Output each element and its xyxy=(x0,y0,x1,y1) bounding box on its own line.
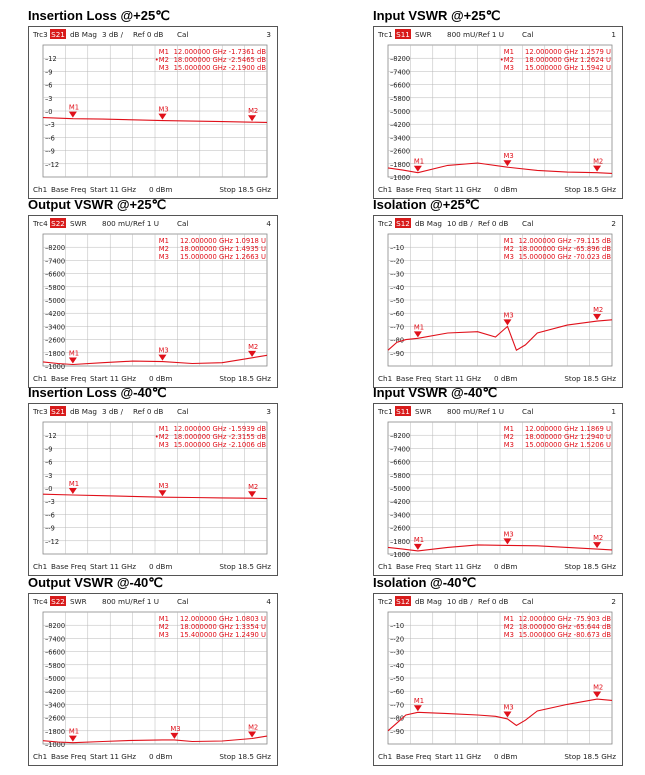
channel-label: Ch1 xyxy=(378,185,393,194)
chart-svg xyxy=(29,594,277,765)
chart-panel xyxy=(28,8,276,197)
base-freq-label: Base Freq xyxy=(396,562,432,571)
marker-tag: M2 xyxy=(248,723,259,732)
marker-triangle[interactable] xyxy=(503,711,511,717)
marker-readout-value: 15.000000 GHz 1.2663 U xyxy=(180,253,266,261)
marker-readout-name: M3 xyxy=(158,64,169,72)
marker-tag: M3 xyxy=(158,482,169,491)
trace-number: 3 xyxy=(266,407,271,416)
y-tick-label: –-20 xyxy=(390,257,405,266)
y-tick-label: –1800 xyxy=(390,537,411,546)
marker-triangle[interactable] xyxy=(248,351,256,357)
chart-svg xyxy=(29,216,277,387)
vna-screen xyxy=(28,215,278,388)
format-label: SWR xyxy=(70,597,87,606)
marker-readout-name: M1 xyxy=(158,615,169,623)
channel-label: Ch1 xyxy=(33,752,48,761)
y-tick-label: –5000 xyxy=(390,485,411,493)
y-tick-label: –4200 xyxy=(45,310,66,319)
y-tick-label: –-30 xyxy=(390,270,405,279)
base-freq-label: Base Freq xyxy=(51,752,87,761)
cal-label: Cal xyxy=(522,30,534,39)
y-tick-label: –1800 xyxy=(45,727,66,736)
y-tick-label: –6600 xyxy=(390,81,411,90)
parameter-label: S11 xyxy=(396,407,410,416)
y-tick-label: –-70 xyxy=(390,701,405,710)
y-tick-label: –6600 xyxy=(45,270,66,279)
ref-label: Ref 0 dB xyxy=(478,597,509,606)
y-tick-label: –6 xyxy=(45,81,53,90)
marker-triangle[interactable] xyxy=(593,542,601,548)
channel-label: Ch1 xyxy=(378,374,393,383)
marker-triangle[interactable] xyxy=(414,331,422,337)
chart-title: Insertion Loss @+25℃ xyxy=(28,8,170,23)
marker-tag: M1 xyxy=(68,349,80,358)
marker-readout-value: 12.000000 GHz -1.5939 dB xyxy=(173,425,266,433)
marker-triangle[interactable] xyxy=(248,491,256,497)
marker-readout-name: M2 xyxy=(503,433,514,441)
channel-label: Ch1 xyxy=(378,752,393,761)
parameter-label: S21 xyxy=(51,407,65,416)
marker-readout-value: 12.000000 GHz -1.7361 dB xyxy=(173,48,266,56)
power-label: 0 dBm xyxy=(494,374,518,383)
y-tick-label: –-12 xyxy=(45,160,60,169)
marker-readout-name: M3 xyxy=(503,441,514,449)
format-label: dB Mag xyxy=(415,597,442,606)
marker-readout-name: M2 xyxy=(503,245,514,253)
y-tick-label: –3400 xyxy=(45,323,66,332)
y-tick-label: –-10 xyxy=(390,244,405,253)
y-tick-label: –9 xyxy=(45,445,53,454)
ref-label: Ref 1 U xyxy=(478,407,505,416)
start-freq-label: Start 11 GHz xyxy=(435,752,482,761)
scale-label: 10 dB / xyxy=(447,597,473,606)
y-tick-label: –12 xyxy=(45,55,57,64)
y-tick-label: –3400 xyxy=(390,511,411,520)
scale-label: 800 mU/ xyxy=(102,219,133,228)
parameter-label: S22 xyxy=(51,597,65,606)
marker-triangle[interactable] xyxy=(69,112,77,118)
y-tick-label: –4200 xyxy=(390,498,411,507)
y-tick-label: –-90 xyxy=(390,349,405,358)
y-tick-label: –-80 xyxy=(390,714,405,723)
marker-triangle[interactable] xyxy=(158,114,166,120)
cal-label: Cal xyxy=(522,407,534,416)
ref-label: Ref 1 U xyxy=(478,30,505,39)
scale-label: 3 dB / xyxy=(102,407,124,416)
stop-freq-label: Stop 18.5 GHz xyxy=(564,185,616,194)
power-label: 0 dBm xyxy=(149,752,173,761)
start-freq-label: Start 11 GHz xyxy=(90,185,137,194)
marker-readout-name: M2 xyxy=(158,623,169,631)
y-tick-label: –-9 xyxy=(45,147,55,156)
marker-readout-value: 12.000000 GHz 1.1869 U xyxy=(525,425,611,433)
marker-readout-name: M3 xyxy=(503,631,514,639)
marker-readout-name: M2 xyxy=(158,245,169,253)
marker-tag: M1 xyxy=(68,727,80,736)
y-tick-label: –5000 xyxy=(45,675,66,683)
marker-tag: M3 xyxy=(158,346,169,355)
y-tick-label: –5800 xyxy=(390,94,411,103)
scale-label: 10 dB / xyxy=(447,219,473,228)
y-tick-label: –-50 xyxy=(390,297,405,305)
y-tick-label: –7400 xyxy=(390,68,411,77)
marker-readout-name: M3 xyxy=(158,253,169,261)
trace-label: Trc2 xyxy=(378,597,393,606)
y-tick-label: –6600 xyxy=(390,458,411,467)
parameter-label: S11 xyxy=(396,30,410,39)
marker-triangle[interactable] xyxy=(593,314,601,320)
y-tick-label: –1800 xyxy=(390,160,411,169)
marker-triangle[interactable] xyxy=(248,731,256,737)
parameter-label: S12 xyxy=(396,597,410,606)
y-tick-label: –9 xyxy=(45,68,53,77)
marker-readout-name: M2 xyxy=(503,623,514,631)
marker-tag: M1 xyxy=(413,697,425,706)
y-tick-label: –3400 xyxy=(45,701,66,710)
y-tick-label: –-90 xyxy=(390,727,405,736)
marker-tag: M1 xyxy=(413,535,425,544)
marker-readout-name: M1 xyxy=(503,615,514,623)
y-tick-label: –0 xyxy=(45,108,53,116)
marker-readout-value: 18.000000 GHz -65.896 dB xyxy=(518,245,611,253)
marker-readout-value: 12.000000 GHz 1.0803 U xyxy=(180,615,266,623)
power-label: 0 dBm xyxy=(494,185,518,194)
chart-title: Insertion Loss @-40℃ xyxy=(28,385,167,400)
marker-readout-value: 18.000000 GHz 1.2624 U xyxy=(525,56,611,64)
vna-screen xyxy=(373,403,623,576)
marker-triangle[interactable] xyxy=(248,115,256,121)
stop-freq-label: Stop 18.5 GHz xyxy=(219,185,271,194)
marker-triangle[interactable] xyxy=(593,692,601,698)
marker-readout-value: 18.000000 GHz -2.3155 dB xyxy=(173,433,266,441)
chart-panel xyxy=(28,575,276,764)
stop-freq-label: Stop 18.5 GHz xyxy=(219,752,271,761)
marker-triangle[interactable] xyxy=(69,736,77,742)
y-tick-label: –7400 xyxy=(45,257,66,266)
marker-tag: M2 xyxy=(248,483,259,492)
marker-readout-name: M1 xyxy=(158,237,169,245)
parameter-label: S21 xyxy=(51,30,65,39)
marker-tag: M2 xyxy=(248,342,259,351)
marker-tag: M2 xyxy=(593,157,604,166)
marker-tag: M1 xyxy=(68,480,80,489)
chart-svg xyxy=(374,404,622,575)
ref-label: Ref 1 U xyxy=(133,597,160,606)
marker-readout-value: 18.000000 GHz 1.4935 U xyxy=(180,245,266,253)
y-tick-label: –3 xyxy=(45,94,53,103)
marker-readout-value: 18.000000 GHz -65.644 dB xyxy=(518,623,611,631)
parameter-label: S22 xyxy=(51,219,65,228)
chart-svg xyxy=(29,404,277,575)
stop-freq-label: Stop 18.5 GHz xyxy=(564,374,616,383)
chart-title: Input VSWR @-40℃ xyxy=(373,385,498,400)
chart-svg xyxy=(374,216,622,387)
marker-readout-name: M1 xyxy=(503,237,514,245)
y-tick-label: –-6 xyxy=(45,511,55,520)
marker-readout-value: 18.000000 GHz 1.3354 U xyxy=(180,623,266,631)
base-freq-label: Base Freq xyxy=(51,374,87,383)
y-tick-label: –8200 xyxy=(390,432,411,441)
stop-freq-label: Stop 18.5 GHz xyxy=(564,752,616,761)
y-tick-label: –5000 xyxy=(45,297,66,305)
scale-label: 3 dB / xyxy=(102,30,124,39)
start-freq-label: Start 11 GHz xyxy=(435,185,482,194)
y-tick-label: –-60 xyxy=(390,310,405,319)
marker-readout-value: 18.000000 GHz -2.5465 dB xyxy=(173,56,266,64)
y-tick-label: –-9 xyxy=(45,524,55,533)
power-label: 0 dBm xyxy=(149,562,173,571)
trace-number: 4 xyxy=(266,219,271,228)
channel-label: Ch1 xyxy=(33,562,48,571)
trace-number: 3 xyxy=(266,30,271,39)
marker-tag: M3 xyxy=(503,152,514,161)
y-tick-label: –5800 xyxy=(45,661,66,670)
vna-screen xyxy=(28,403,278,576)
power-label: 0 dBm xyxy=(149,374,173,383)
stop-freq-label: Stop 18.5 GHz xyxy=(564,562,616,571)
y-tick-label: –-70 xyxy=(390,323,405,332)
marker-tag: M2 xyxy=(593,305,604,314)
trace-number: 1 xyxy=(611,30,616,39)
y-tick-label: –3 xyxy=(45,471,53,480)
vna-screen xyxy=(373,26,623,199)
format-label: dB Mag xyxy=(70,407,97,416)
y-tick-label: –-40 xyxy=(390,283,405,292)
marker-triangle[interactable] xyxy=(69,488,77,494)
chart-panel xyxy=(373,197,621,386)
start-freq-label: Start 11 GHz xyxy=(90,752,137,761)
cal-label: Cal xyxy=(522,597,534,606)
marker-triangle[interactable] xyxy=(414,544,422,550)
ref-label: Ref 1 U xyxy=(133,219,160,228)
marker-readout-value: 15.000000 GHz 1.5942 U xyxy=(525,64,611,72)
y-tick-label: –-40 xyxy=(390,661,405,670)
scale-label: 800 mU/ xyxy=(447,30,478,39)
base-freq-label: Base Freq xyxy=(396,185,432,194)
start-freq-label: Start 11 GHz xyxy=(90,374,137,383)
start-freq-label: Start 11 GHz xyxy=(90,562,137,571)
marker-readout-value: 15.000000 GHz -2.1006 dB xyxy=(173,441,266,449)
marker-triangle[interactable] xyxy=(503,319,511,325)
cal-label: Cal xyxy=(177,30,189,39)
trace-label: Trc1 xyxy=(378,407,393,416)
marker-readout-name: •M2 xyxy=(154,56,169,64)
y-tick-label: –6600 xyxy=(45,648,66,657)
format-label: dB Mag xyxy=(70,30,97,39)
marker-readout-value: 15.000000 GHz -70.023 dB xyxy=(518,253,611,261)
marker-readout-name: M3 xyxy=(158,441,169,449)
marker-readout-name: M1 xyxy=(158,48,169,56)
trace-label: Trc4 xyxy=(33,219,48,228)
marker-readout-name: M1 xyxy=(503,425,514,433)
marker-tag: M3 xyxy=(503,530,514,539)
stop-freq-label: Stop 18.5 GHz xyxy=(219,562,271,571)
vna-screen xyxy=(373,593,623,766)
cal-label: Cal xyxy=(177,219,189,228)
marker-readout-value: 15.400000 GHz 1.2490 U xyxy=(180,631,266,639)
cal-label: Cal xyxy=(522,219,534,228)
y-tick-label: –4200 xyxy=(45,688,66,697)
base-freq-label: Base Freq xyxy=(51,562,87,571)
marker-readout-value: 18.000000 GHz 1.2940 U xyxy=(525,433,611,441)
marker-tag: M2 xyxy=(248,107,259,116)
trace-label: Trc1 xyxy=(378,30,393,39)
marker-readout-value: 12.000000 GHz 1.0918 U xyxy=(180,237,266,245)
marker-triangle[interactable] xyxy=(503,160,511,166)
y-tick-label: –12 xyxy=(45,432,57,441)
y-tick-label: –7400 xyxy=(390,445,411,454)
marker-tag: M3 xyxy=(503,703,514,712)
scale-label: 800 mU/ xyxy=(447,407,478,416)
y-tick-label: –8200 xyxy=(45,244,66,253)
power-label: 0 dBm xyxy=(494,752,518,761)
y-tick-label: –1800 xyxy=(45,349,66,358)
chart-svg xyxy=(374,27,622,198)
marker-readout-name: •M2 xyxy=(499,56,514,64)
trace-label: Trc3 xyxy=(33,30,48,39)
chart-title: Output VSWR @-40℃ xyxy=(28,575,163,590)
y-tick-label: –1000 xyxy=(390,174,411,182)
y-tick-label: –-30 xyxy=(390,648,405,657)
marker-readout-name: •M2 xyxy=(154,433,169,441)
trace-label: Trc3 xyxy=(33,407,48,416)
y-tick-label: –1000 xyxy=(390,551,411,559)
marker-triangle[interactable] xyxy=(69,357,77,363)
y-tick-label: –-50 xyxy=(390,675,405,683)
y-tick-label: –-6 xyxy=(45,134,55,143)
chart-panel xyxy=(373,575,621,764)
trace-number: 4 xyxy=(266,597,271,606)
start-freq-label: Start 11 GHz xyxy=(435,374,482,383)
channel-label: Ch1 xyxy=(33,185,48,194)
marker-readout-name: M1 xyxy=(158,425,169,433)
base-freq-label: Base Freq xyxy=(51,185,87,194)
ref-label: Ref 0 dB xyxy=(133,30,164,39)
marker-triangle[interactable] xyxy=(158,355,166,361)
channel-label: Ch1 xyxy=(33,374,48,383)
vna-screen xyxy=(28,593,278,766)
base-freq-label: Base Freq xyxy=(396,752,432,761)
y-tick-label: –6 xyxy=(45,458,53,467)
format-label: SWR xyxy=(70,219,87,228)
marker-tag: M3 xyxy=(170,724,181,733)
y-tick-label: –2600 xyxy=(45,336,66,345)
base-freq-label: Base Freq xyxy=(396,374,432,383)
y-tick-label: –-10 xyxy=(390,622,405,631)
chart-panel xyxy=(28,385,276,574)
marker-tag: M3 xyxy=(503,311,514,320)
marker-tag: M3 xyxy=(158,105,169,114)
marker-triangle[interactable] xyxy=(158,490,166,496)
chart-title: Isolation @+25℃ xyxy=(373,197,480,212)
chart-svg xyxy=(29,27,277,198)
scale-label: 800 mU/ xyxy=(102,597,133,606)
marker-triangle[interactable] xyxy=(593,166,601,172)
cal-label: Cal xyxy=(177,597,189,606)
marker-triangle[interactable] xyxy=(414,705,422,711)
marker-tag: M2 xyxy=(593,683,604,692)
marker-tag: M1 xyxy=(413,323,425,332)
marker-triangle[interactable] xyxy=(414,166,422,172)
power-label: 0 dBm xyxy=(149,185,173,194)
cal-label: Cal xyxy=(177,407,189,416)
vna-screen xyxy=(373,215,623,388)
y-tick-label: –8200 xyxy=(45,622,66,631)
y-tick-label: –-80 xyxy=(390,336,405,345)
marker-triangle[interactable] xyxy=(503,538,511,544)
ref-label: Ref 0 dB xyxy=(478,219,509,228)
marker-tag: M2 xyxy=(593,534,604,543)
y-tick-label: –4200 xyxy=(390,121,411,130)
format-label: SWR xyxy=(415,30,432,39)
marker-tag: M1 xyxy=(68,103,80,112)
channel-label: Ch1 xyxy=(378,562,393,571)
y-tick-label: –-20 xyxy=(390,635,405,644)
chart-svg xyxy=(374,594,622,765)
marker-readout-value: 15.000000 GHz -80.673 dB xyxy=(518,631,611,639)
marker-readout-value: 15.000000 GHz 1.5206 U xyxy=(525,441,611,449)
y-tick-label: –5800 xyxy=(45,283,66,292)
y-tick-label: –-3 xyxy=(45,121,55,130)
trace-number: 1 xyxy=(611,407,616,416)
vna-screen xyxy=(28,26,278,199)
y-tick-label: –2600 xyxy=(45,714,66,723)
power-label: 0 dBm xyxy=(494,562,518,571)
parameter-label: S12 xyxy=(396,219,410,228)
marker-readout-value: 12.000000 GHz -75.903 dB xyxy=(518,615,611,623)
chart-title: Output VSWR @+25℃ xyxy=(28,197,167,212)
marker-readout-value: 12.000000 GHz -79.115 dB xyxy=(518,237,611,245)
format-label: SWR xyxy=(415,407,432,416)
y-tick-label: –2600 xyxy=(390,524,411,533)
chart-panel xyxy=(373,385,621,574)
y-tick-label: –3400 xyxy=(390,134,411,143)
marker-readout-value: 12.000000 GHz 1.2579 U xyxy=(525,48,611,56)
marker-readout-name: M3 xyxy=(158,631,169,639)
y-tick-label: –1000 xyxy=(45,363,66,371)
marker-readout-name: M3 xyxy=(503,253,514,261)
chart-panel xyxy=(373,8,621,197)
marker-readout-value: 15.000000 GHz -2.1900 dB xyxy=(173,64,266,72)
chart-title: Isolation @-40℃ xyxy=(373,575,477,590)
trace-number: 2 xyxy=(611,219,616,228)
y-tick-label: –1000 xyxy=(45,741,66,749)
y-tick-label: –8200 xyxy=(390,55,411,64)
chart-panel xyxy=(28,197,276,386)
trace-number: 2 xyxy=(611,597,616,606)
marker-tag: M1 xyxy=(413,157,425,166)
ref-label: Ref 0 dB xyxy=(133,407,164,416)
trace-label: Trc4 xyxy=(33,597,48,606)
y-tick-label: –-3 xyxy=(45,498,55,507)
start-freq-label: Start 11 GHz xyxy=(435,562,482,571)
chart-title: Input VSWR @+25℃ xyxy=(373,8,501,23)
stop-freq-label: Stop 18.5 GHz xyxy=(219,374,271,383)
y-tick-label: –-60 xyxy=(390,688,405,697)
y-tick-label: –5800 xyxy=(390,471,411,480)
y-tick-label: –2600 xyxy=(390,147,411,156)
y-tick-label: –5000 xyxy=(390,108,411,116)
format-label: dB Mag xyxy=(415,219,442,228)
marker-readout-name: M3 xyxy=(503,64,514,72)
marker-readout-name: M1 xyxy=(503,48,514,56)
y-tick-label: –0 xyxy=(45,485,53,493)
trace-label: Trc2 xyxy=(378,219,393,228)
y-tick-label: –-12 xyxy=(45,537,60,546)
y-tick-label: –7400 xyxy=(45,635,66,644)
